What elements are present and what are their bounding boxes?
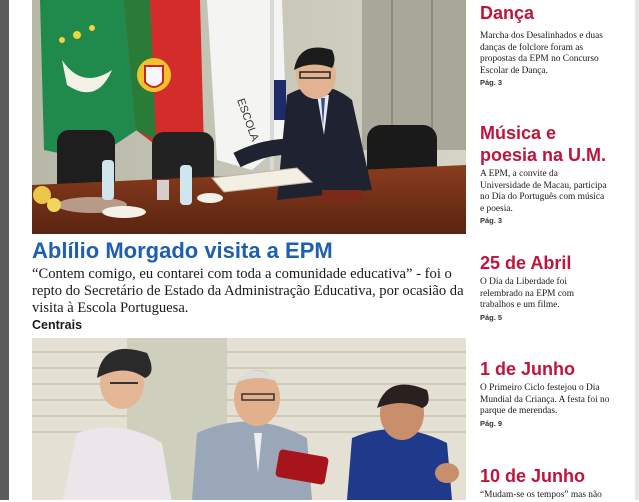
brief-title: 25 de Abril xyxy=(480,253,572,273)
brief-1-junho xyxy=(480,358,610,428)
signing-photo-illustration xyxy=(32,0,466,234)
brief-title: Música e poesia na U.M. xyxy=(480,123,607,165)
brief-page-ref: Pág. 3 xyxy=(480,216,503,226)
brief-body: “Mudam-se os tempos” mas não xyxy=(480,490,602,500)
photo-gift-presentation xyxy=(32,338,466,500)
brief-page-ref: Pág. 3 xyxy=(480,78,503,88)
brief-body: A EPM, a convite da Universidade de Macau, participa no Dia do Português com música e poesia. xyxy=(480,169,607,214)
left-border xyxy=(0,0,9,500)
brief-10-junho xyxy=(480,465,610,502)
brief-title: 10 de Junho xyxy=(480,466,586,486)
brief-25-abril xyxy=(480,252,610,322)
brief-body: O Dia da Liberdade foi relembrado na EPM com trabalhos e um filme. xyxy=(480,277,574,311)
right-border xyxy=(635,0,639,500)
article-lede: “Contem comigo, eu contarei com toda a comunidade educativa” - foi o repto do Secretário de Estado da Administração Educativa, por ocasião da visita à Escola Portuguesa. xyxy=(32,266,464,316)
brief-page-ref: Pág. 9 xyxy=(480,418,503,428)
photo-signing-ceremony xyxy=(32,0,466,234)
brief-body: Marcha dos Desalinhados e duas danças de folclore foram as propostas da EPM no Concurso Escolar de Dança. xyxy=(480,31,603,76)
brief-danca xyxy=(480,2,610,87)
section-tag: Centrais xyxy=(32,318,83,332)
brief-title: Dança xyxy=(480,3,535,23)
brief-page-ref: Pág. 5 xyxy=(480,312,503,322)
gift-photo-illustration xyxy=(32,338,466,500)
article-headline: Ablílio Morgado visita a EPM xyxy=(32,238,333,263)
brief-body: O Primeiro Ciclo festejou o Dia Mundial da Criança. A festa foi no parque de merendas. xyxy=(480,383,610,417)
brief-musica xyxy=(480,122,610,225)
brief-title: 1 de Junho xyxy=(480,359,576,379)
flag-sign-text: ESCOLA PO xyxy=(234,96,267,161)
